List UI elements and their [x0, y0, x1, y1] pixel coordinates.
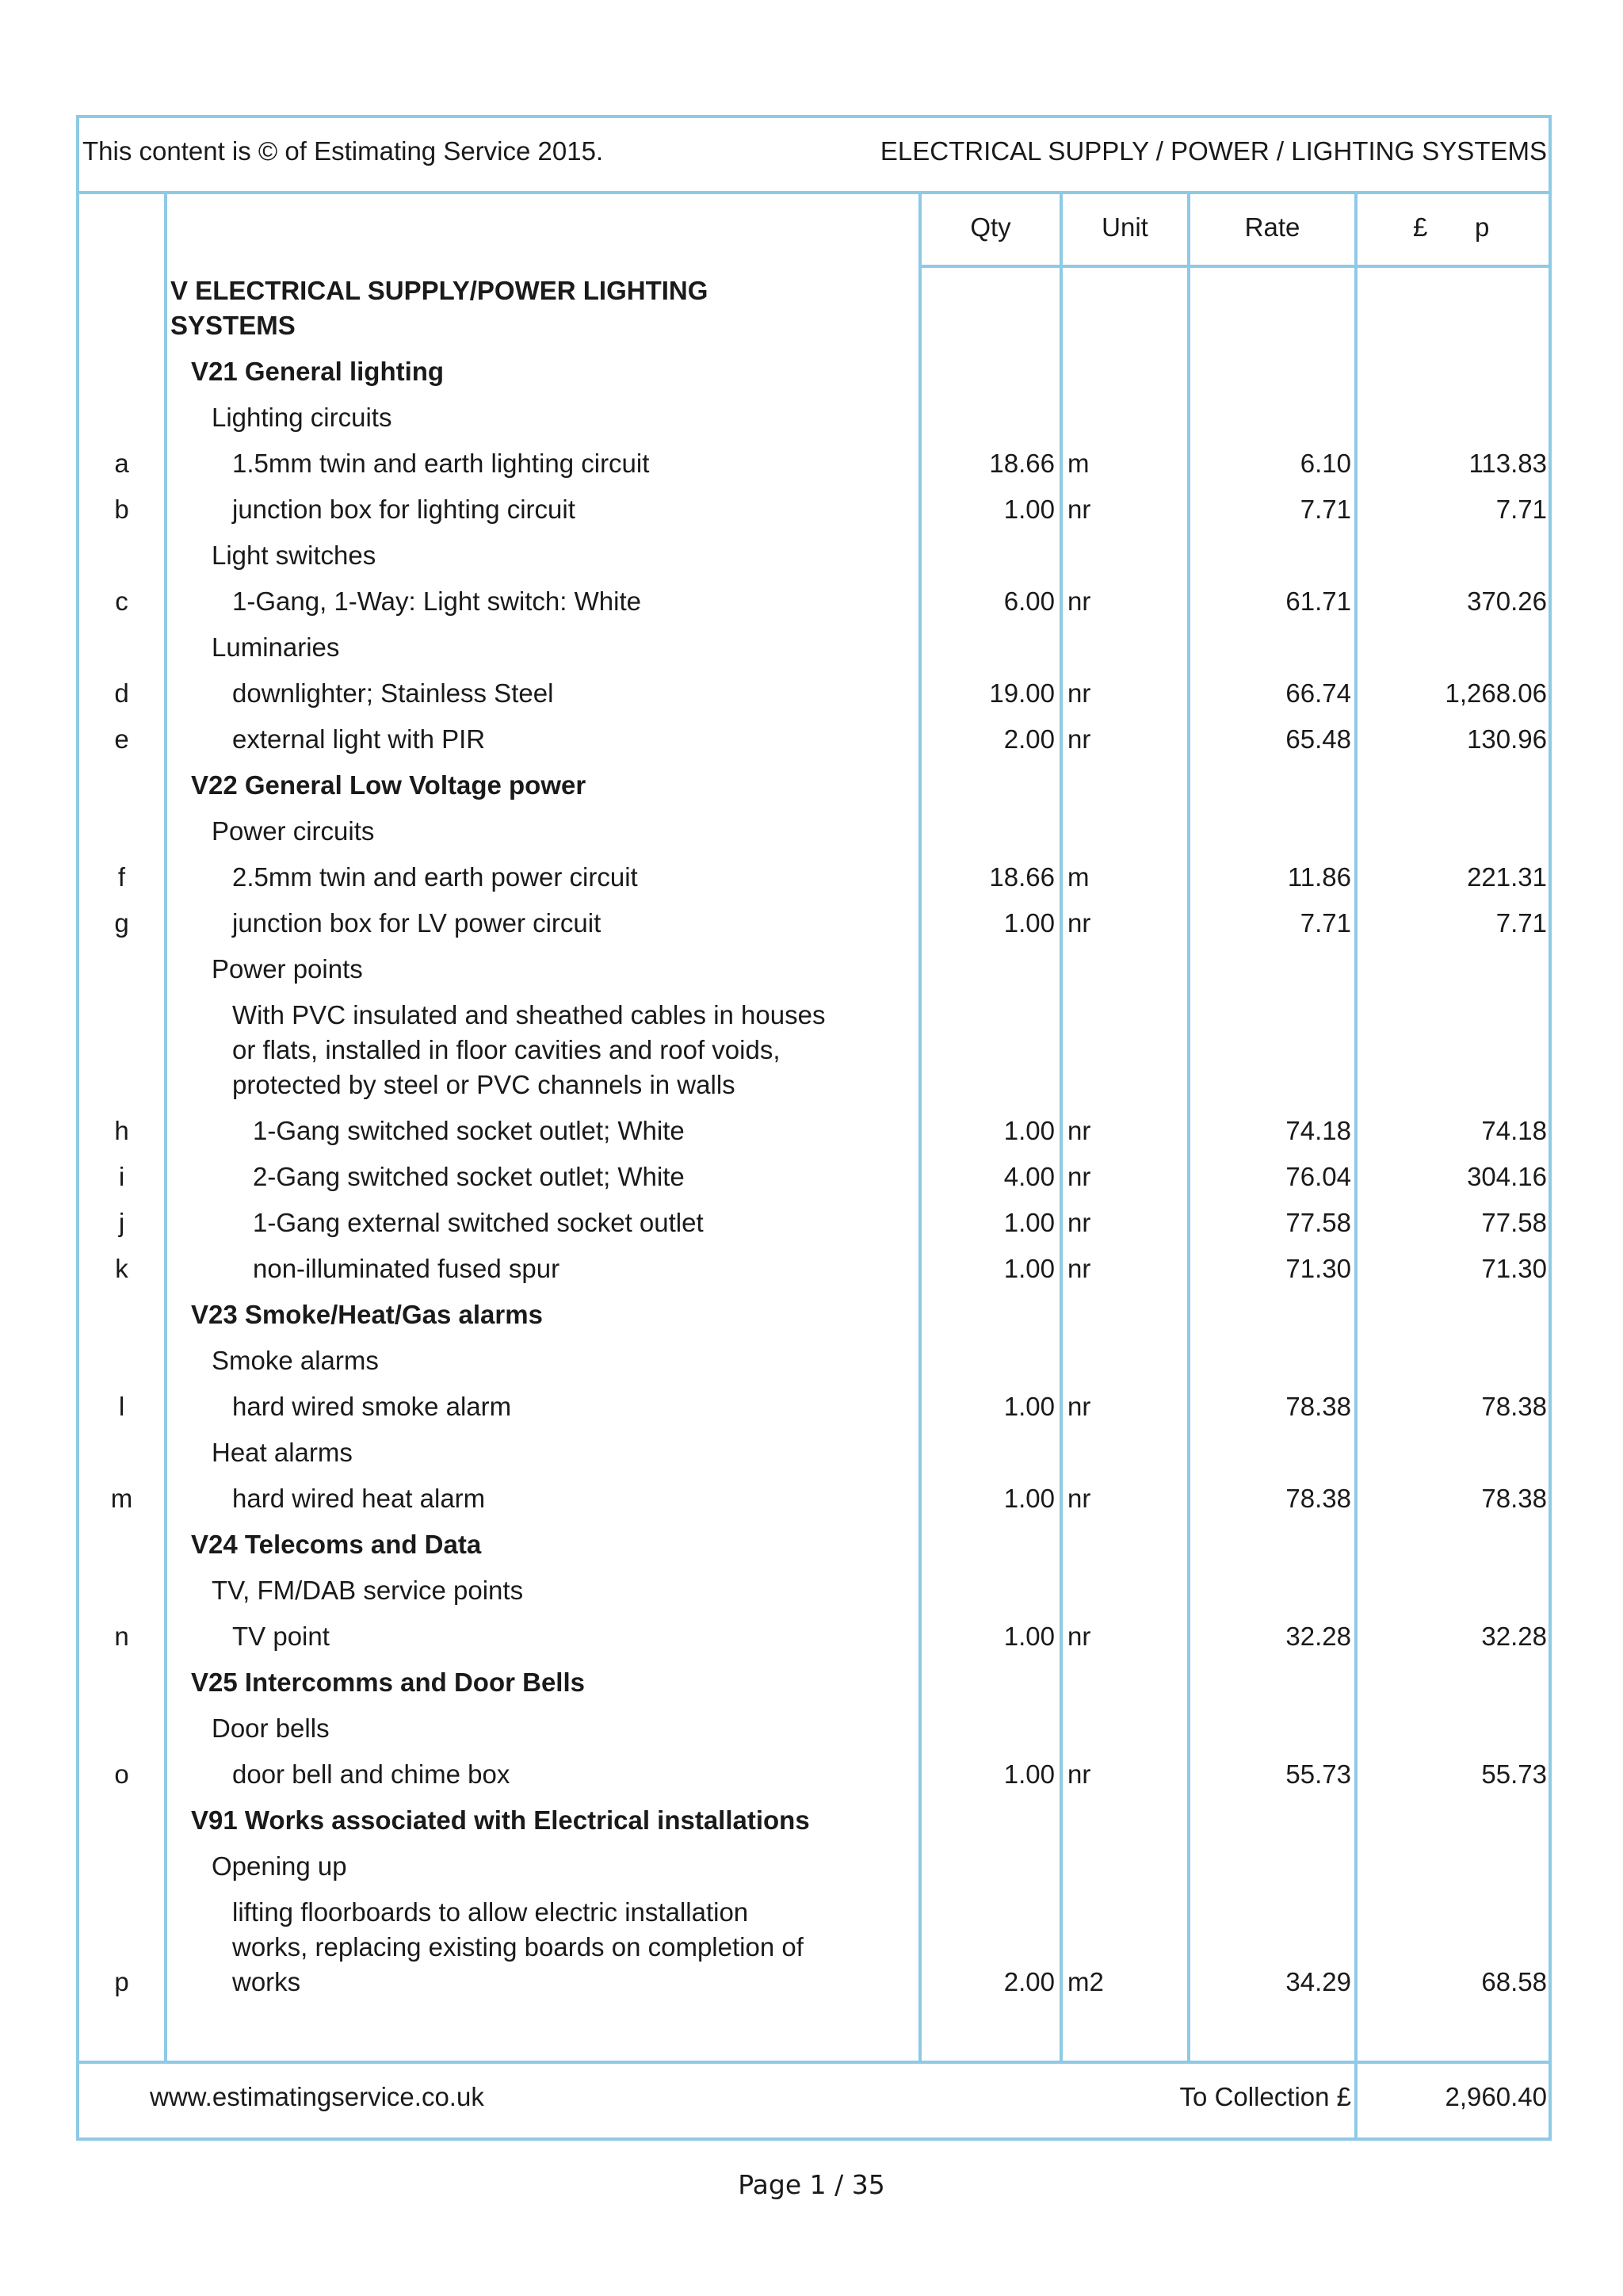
- row-note-desc: With PVC insulated and sheathed cables in houses: [232, 1000, 826, 1030]
- header-divider: [76, 191, 1552, 194]
- row-qty: 1.00: [1003, 1484, 1055, 1513]
- row-total: 221.31: [1467, 862, 1547, 892]
- row-unit: nr: [1067, 495, 1091, 524]
- row-rate: 61.71: [1285, 586, 1351, 616]
- row-unit: nr: [1067, 724, 1091, 754]
- row-rate: 11.86: [1287, 862, 1351, 892]
- row-group-desc: Light switches: [212, 541, 376, 570]
- row-ref: p: [114, 1967, 129, 1996]
- row-item-desc: 2.5mm twin and earth power circuit: [232, 862, 638, 892]
- row-item-desc: works: [232, 1967, 301, 1996]
- row-item-desc: hard wired smoke alarm: [232, 1392, 512, 1421]
- row-group-desc: Door bells: [212, 1713, 330, 1743]
- row-total: 68.58: [1481, 1967, 1547, 1996]
- row-ref: k: [115, 1254, 128, 1283]
- row-item-desc: TV point: [232, 1622, 330, 1651]
- row-rate: 77.58: [1285, 1208, 1351, 1237]
- row-rate: 74.18: [1285, 1116, 1351, 1145]
- section-title: ELECTRICAL SUPPLY / POWER / LIGHTING SYSTEMS: [880, 136, 1547, 166]
- row-ref: i: [118, 1162, 125, 1191]
- row-group-desc: Power points: [212, 954, 363, 984]
- row-unit: nr: [1067, 1622, 1091, 1651]
- unit-column-divider: [1060, 191, 1063, 2064]
- row-total: 74.18: [1481, 1116, 1547, 1145]
- row-qty: 1.00: [1003, 1254, 1055, 1283]
- footer-divider: [76, 2061, 1552, 2064]
- row-unit: nr: [1067, 1208, 1091, 1237]
- row-note-desc: protected by steel or PVC channels in walls: [232, 1070, 735, 1099]
- row-subitem-desc: 1-Gang switched socket outlet; White: [253, 1116, 685, 1145]
- column-header-rate: Rate: [1244, 212, 1300, 242]
- row-rate: 78.38: [1285, 1484, 1351, 1513]
- row-subitem-desc: non-illuminated fused spur: [253, 1254, 560, 1283]
- row-heading-desc: V25 Intercomms and Door Bells: [191, 1668, 585, 1697]
- row-ref: m: [110, 1484, 133, 1513]
- row-heading-desc: V23 Smoke/Heat/Gas alarms: [191, 1300, 543, 1329]
- row-qty: 1.00: [1003, 495, 1055, 524]
- row-heading-desc: V24 Telecoms and Data: [191, 1530, 482, 1559]
- row-item-desc: works, replacing existing boards on completion of: [232, 1932, 804, 1962]
- row-unit: m2: [1067, 1967, 1104, 1996]
- row-unit: nr: [1067, 1759, 1091, 1789]
- row-qty: 2.00: [1003, 1967, 1055, 1996]
- row-rate: 71.30: [1285, 1254, 1351, 1283]
- row-ref: a: [114, 449, 129, 478]
- row-total: 304.16: [1467, 1162, 1547, 1191]
- row-total: 130.96: [1467, 724, 1547, 754]
- row-unit: m: [1067, 862, 1090, 892]
- row-heading-desc: V21 General lighting: [191, 357, 445, 386]
- row-qty: 1.00: [1003, 1759, 1055, 1789]
- row-rate: 32.28: [1285, 1622, 1351, 1651]
- row-total: 78.38: [1481, 1392, 1547, 1421]
- column-header-qty: Qty: [970, 212, 1011, 242]
- row-rate: 66.74: [1285, 678, 1351, 708]
- row-item-desc: 1.5mm twin and earth lighting circuit: [232, 449, 650, 478]
- row-ref: b: [114, 495, 129, 524]
- row-unit: nr: [1067, 908, 1091, 938]
- row-qty: 2.00: [1003, 724, 1055, 754]
- row-subitem-desc: 1-Gang external switched socket outlet: [253, 1208, 704, 1237]
- row-item-desc: lifting floorboards to allow electric installation: [232, 1897, 749, 1927]
- row-group-desc: TV, FM/DAB service points: [212, 1576, 524, 1605]
- row-qty: 1.00: [1003, 908, 1055, 938]
- row-rate: 76.04: [1285, 1162, 1351, 1191]
- column-header-unit: Unit: [1102, 212, 1148, 242]
- row-title-desc: V ELECTRICAL SUPPLY/POWER LIGHTING: [170, 276, 708, 305]
- table-border-right: [1549, 115, 1552, 2141]
- row-qty: 19.00: [989, 678, 1055, 708]
- table-border-bottom: [76, 2137, 1552, 2141]
- row-item-desc: hard wired heat alarm: [232, 1484, 486, 1513]
- row-group-desc: Heat alarms: [212, 1438, 353, 1467]
- row-qty: 1.00: [1003, 1392, 1055, 1421]
- row-total: 113.83: [1468, 449, 1547, 478]
- row-rate: 7.71: [1300, 908, 1351, 938]
- row-total: 77.58: [1481, 1208, 1547, 1237]
- row-ref: e: [114, 724, 129, 754]
- row-qty: 4.00: [1003, 1162, 1055, 1191]
- row-item-desc: junction box for lighting circuit: [232, 495, 575, 524]
- row-item-desc: junction box for LV power circuit: [232, 908, 601, 938]
- row-ref: o: [114, 1759, 129, 1789]
- row-total: 7.71: [1495, 908, 1547, 938]
- row-rate: 34.29: [1285, 1967, 1351, 1996]
- row-qty: 18.66: [989, 449, 1055, 478]
- row-rate: 65.48: [1285, 724, 1351, 754]
- row-rate: 55.73: [1285, 1759, 1351, 1789]
- table-border-top: [76, 115, 1552, 118]
- row-qty: 1.00: [1003, 1622, 1055, 1651]
- row-ref: d: [114, 678, 129, 708]
- collection-label: To Collection £: [1179, 2082, 1351, 2111]
- row-unit: nr: [1067, 1484, 1091, 1513]
- row-total: 71.30: [1481, 1254, 1547, 1283]
- row-subitem-desc: 2-Gang switched socket outlet; White: [253, 1162, 685, 1191]
- row-qty: 18.66: [989, 862, 1055, 892]
- row-note-desc: or flats, installed in floor cavities and roof voids,: [232, 1035, 781, 1064]
- row-total: 1,268.06: [1445, 678, 1547, 708]
- estimate-sheet: [76, 115, 1552, 2141]
- row-ref: f: [117, 862, 126, 892]
- ref-column-divider: [164, 191, 167, 2064]
- row-heading-desc: V91 Works associated with Electrical installations: [191, 1805, 810, 1835]
- row-ref: h: [114, 1116, 129, 1145]
- row-ref: g: [114, 908, 129, 938]
- row-group-desc: Power circuits: [212, 816, 375, 846]
- row-unit: nr: [1067, 1392, 1091, 1421]
- row-rate: 6.10: [1300, 449, 1351, 478]
- collection-total: 2,960.40: [1445, 2082, 1547, 2111]
- row-total: 7.71: [1495, 495, 1547, 524]
- row-item-desc: external light with PIR: [232, 724, 486, 754]
- row-unit: nr: [1067, 1162, 1091, 1191]
- row-group-desc: Opening up: [212, 1851, 347, 1881]
- row-qty: 1.00: [1003, 1116, 1055, 1145]
- row-total: 78.38: [1481, 1484, 1547, 1513]
- row-qty: 1.00: [1003, 1208, 1055, 1237]
- row-unit: nr: [1067, 586, 1091, 616]
- row-rate: 7.71: [1300, 495, 1351, 524]
- row-heading-desc: V22 General Low Voltage power: [191, 770, 586, 800]
- row-group-desc: Smoke alarms: [212, 1346, 379, 1375]
- row-item-desc: door bell and chime box: [232, 1759, 510, 1789]
- column-header-divider: [918, 265, 1552, 268]
- row-unit: nr: [1067, 1116, 1091, 1145]
- row-group-desc: Lighting circuits: [212, 403, 392, 432]
- row-total: 55.73: [1481, 1759, 1547, 1789]
- row-total: 32.28: [1481, 1622, 1547, 1651]
- website-link[interactable]: www.estimatingservice.co.uk: [150, 2082, 484, 2111]
- row-ref: c: [115, 586, 128, 616]
- row-rate: 78.38: [1285, 1392, 1351, 1421]
- row-ref: l: [118, 1392, 125, 1421]
- copyright-notice: This content is © of Estimating Service 2015.: [82, 136, 604, 166]
- row-ref: j: [118, 1208, 125, 1237]
- row-item-desc: 1-Gang, 1-Way: Light switch: White: [232, 586, 641, 616]
- row-total: 370.26: [1467, 586, 1547, 616]
- row-qty: 6.00: [1003, 586, 1055, 616]
- row-item-desc: downlighter; Stainless Steel: [232, 678, 554, 708]
- row-unit: nr: [1067, 678, 1091, 708]
- page-number: Page 1 / 35: [738, 2169, 885, 2200]
- row-ref: n: [114, 1622, 129, 1651]
- column-header-pounds: £: [1413, 212, 1428, 242]
- column-header-pence: p: [1475, 212, 1490, 242]
- row-group-desc: Luminaries: [212, 632, 340, 662]
- row-unit: nr: [1067, 1254, 1091, 1283]
- row-unit: m: [1067, 449, 1090, 478]
- row-title-desc: SYSTEMS: [170, 311, 296, 340]
